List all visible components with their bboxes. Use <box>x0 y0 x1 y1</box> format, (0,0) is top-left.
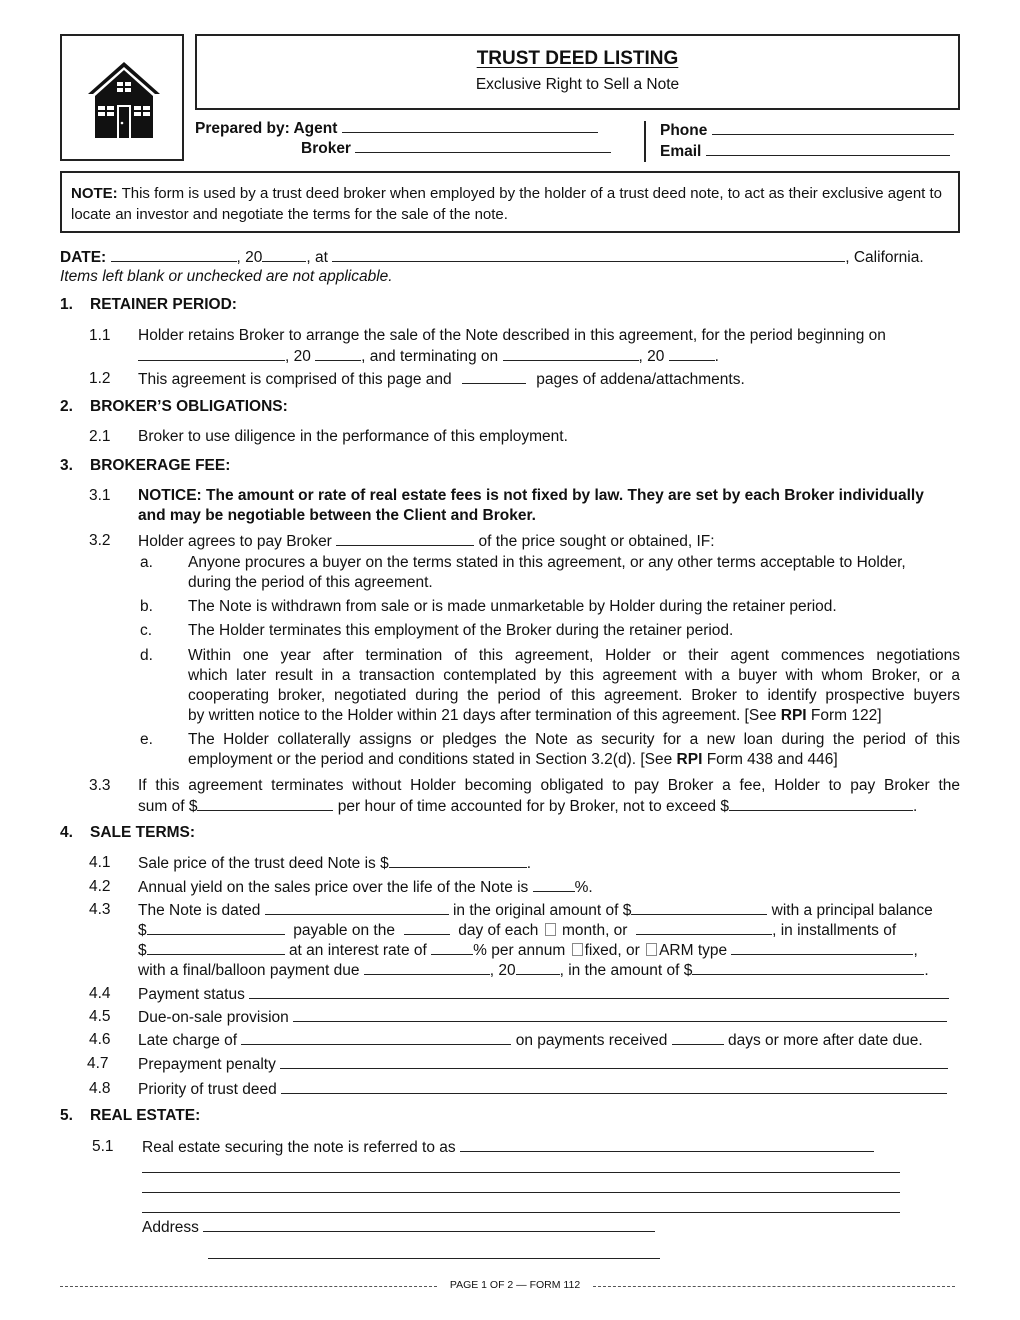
text: Sale price of the trust deed Note is $ <box>138 855 389 872</box>
real-estate-line-4[interactable] <box>142 1212 900 1213</box>
late-days-field[interactable] <box>672 1030 724 1045</box>
hourly-rate-field[interactable] <box>197 796 333 811</box>
para-number: 4.7 <box>87 1055 109 1072</box>
real-estate-field[interactable] <box>460 1137 874 1152</box>
address-field[interactable] <box>203 1217 655 1232</box>
max-fee-field[interactable] <box>729 796 913 811</box>
item-label: d. <box>140 647 153 664</box>
text: ARM type <box>659 942 728 959</box>
text: Real estate securing the note is referred to as <box>142 1139 456 1156</box>
item-text: Anyone procures a buyer on the terms stated in this agreement, or any other terms acceptable to Holder, <box>188 554 906 571</box>
para-number: 4.4 <box>89 985 111 1002</box>
text: at an interest rate of <box>288 942 427 959</box>
sale-price-field[interactable] <box>389 853 527 868</box>
date-field[interactable] <box>111 247 237 262</box>
date-label: DATE: <box>60 249 107 266</box>
section-title: REAL ESTATE: <box>90 1107 201 1124</box>
form-subtitle: Exclusive Right to Sell a Note <box>475 76 680 93</box>
text: with a final/balloon payment due <box>138 962 360 979</box>
note-text: This form is used by a trust deed broker when employed by the holder of a trust deed note, to act as their exclusive agent to locate an investor and negotiate the terms for the sale of the note. <box>71 185 943 223</box>
real-estate-line-3[interactable] <box>142 1192 900 1193</box>
annual-yield-field[interactable] <box>533 877 575 892</box>
note-date-field[interactable] <box>265 900 449 915</box>
text: % per annum <box>473 942 566 959</box>
phone-field[interactable] <box>712 120 954 135</box>
payment-day-field[interactable] <box>404 920 450 935</box>
balloon-year-field[interactable] <box>516 960 560 975</box>
item-text: cooperating broker, negotiated during the period of this agreement. Broker to identify prospective buyers <box>188 687 960 704</box>
text: . <box>924 962 929 979</box>
text: , 20 <box>285 348 311 365</box>
para-number: 1.2 <box>89 370 111 387</box>
principal-balance-field[interactable] <box>147 920 285 935</box>
payment-status-field[interactable] <box>249 984 949 999</box>
item-text: which later result in a transaction contemplated by this agreement with a buyer with whom Broker, or a <box>188 667 960 684</box>
email-row <box>660 141 950 161</box>
priority-field[interactable] <box>281 1079 947 1094</box>
broker-fee-field[interactable] <box>336 531 474 546</box>
para-number: 1.1 <box>89 327 111 344</box>
text: pages of addena/attachments. <box>536 371 745 388</box>
interest-rate-field[interactable] <box>431 940 473 955</box>
state-label: , California. <box>845 249 924 266</box>
para-number: 4.5 <box>89 1008 111 1025</box>
para-number: 4.8 <box>89 1080 111 1097</box>
page-footer <box>60 1279 955 1293</box>
text: , in the amount of $ <box>559 962 693 979</box>
text: days or more after date due. <box>728 1032 923 1049</box>
text: %. <box>574 879 593 896</box>
para-number: 3.1 <box>89 487 111 504</box>
section-number: 1. <box>60 296 73 313</box>
date-row <box>60 247 960 268</box>
text: Annual yield on the sales price over the life of the Note is <box>138 879 529 896</box>
form-reference: Form 122] <box>806 707 882 724</box>
para-number: 4.6 <box>89 1031 111 1048</box>
para-text: Holder retains Broker to arrange the sale of the Note described in this agreement, for the period beginning on <box>138 327 886 344</box>
fixed-rate-checkbox[interactable] <box>572 943 583 956</box>
balloon-amount-field[interactable] <box>692 960 924 975</box>
text: Due-on-sale provision <box>138 1009 289 1026</box>
item-text: The Holder terminates this employment of the Broker during the retainer period. <box>188 622 734 639</box>
prepayment-penalty-field[interactable] <box>280 1054 948 1069</box>
section-number: 3. <box>60 457 73 474</box>
form-title: TRUST DEED LISTING <box>476 48 679 69</box>
header-divider <box>644 121 646 162</box>
item-text: during the period of this agreement. <box>188 574 433 591</box>
section-number: 5. <box>60 1107 73 1124</box>
text: Priority of trust deed <box>138 1081 277 1098</box>
item-text: The Note is withdrawn from sale or is made unmarketable by Holder during the retainer period. <box>188 598 837 615</box>
page-number: PAGE 1 OF 2 — FORM 112 <box>449 1279 581 1291</box>
text: Prepayment penalty <box>138 1056 276 1073</box>
monthly-checkbox[interactable] <box>545 923 556 936</box>
addenda-pages-field[interactable] <box>462 369 526 384</box>
text: . <box>714 348 719 365</box>
item-label: a. <box>140 554 153 571</box>
para-number: 5.1 <box>92 1138 114 1155</box>
rpi-label: RPI <box>780 707 807 724</box>
agent-row <box>195 118 598 138</box>
real-estate-line-2[interactable] <box>142 1172 900 1173</box>
form-reference: Form 438 and 446] <box>702 751 838 768</box>
text: day of each <box>458 922 539 939</box>
text: The Note is dated <box>138 902 261 919</box>
text: Holder agrees to pay Broker <box>138 533 332 550</box>
text: , 20 <box>638 348 665 365</box>
para-number: 4.1 <box>89 854 111 871</box>
text: . <box>912 798 918 815</box>
title-box <box>195 34 960 110</box>
item-text: by written notice to the Holder within 21 days after termination of this agreement. [See <box>188 707 781 724</box>
note-label: NOTE: <box>71 185 118 202</box>
broker-field[interactable] <box>355 138 611 153</box>
item-label: b. <box>140 598 153 615</box>
item-text: The Holder collaterally assigns or pledges the Note as security for a new loan during the period of this <box>188 731 960 748</box>
text: This agreement is comprised of this page and <box>138 371 452 388</box>
text: , 20 <box>489 962 516 979</box>
text: on payments received <box>515 1032 668 1049</box>
notice-text: and may be negotiable between the Client and Broker. <box>138 507 536 524</box>
text: , and terminating on <box>361 348 499 365</box>
para-number: 4.2 <box>89 878 111 895</box>
text: in the original amount of $ <box>452 902 632 919</box>
section-title: RETAINER PERIOD: <box>90 296 237 313</box>
retainer-start-date-field[interactable] <box>138 346 285 361</box>
phone-row <box>660 120 954 140</box>
broker-label: Broker <box>301 140 351 157</box>
disclaimer: Items left blank or unchecked are not applicable. <box>60 268 393 285</box>
text: month, or <box>561 922 628 939</box>
footer-divider-right <box>593 1286 955 1287</box>
notice-text: NOTICE: The amount or rate of real estate fees is not fixed by law. They are set by each Broker individually <box>138 487 924 504</box>
balloon-date-field[interactable] <box>364 960 490 975</box>
due-on-sale-field[interactable] <box>293 1007 947 1022</box>
installment-amount-field[interactable] <box>147 940 285 955</box>
section-number: 2. <box>60 398 73 415</box>
original-amount-field[interactable] <box>631 900 767 915</box>
text: of the price sought or obtained, IF: <box>478 533 715 550</box>
phone-label: Phone <box>660 122 708 139</box>
section-title: BROKER’S OBLIGATIONS: <box>90 398 288 415</box>
para-number: 3.2 <box>89 532 111 549</box>
city-field[interactable] <box>332 247 845 262</box>
retainer-start-year-field[interactable] <box>315 346 361 361</box>
para-text: Broker to use diligence in the performance of this employment. <box>138 428 568 445</box>
section-title: SALE TERMS: <box>90 824 196 841</box>
text: $ <box>138 922 147 939</box>
text: fixed, or <box>584 942 640 959</box>
text: , <box>913 942 918 959</box>
item-text: Within one year after termination of this agreement, Holder or their agent commences negotiations <box>188 647 960 664</box>
text: Payment status <box>138 986 245 1003</box>
text: $ <box>138 942 147 959</box>
prepared-by-agent-label: Prepared by: Agent <box>195 120 338 137</box>
footer-divider-left <box>60 1286 437 1287</box>
arm-checkbox[interactable] <box>646 943 657 956</box>
logo-box <box>60 34 184 161</box>
para-text: If this agreement terminates without Holder becoming obligated to pay Broker a fee, Holder to pay Broker the <box>138 777 960 794</box>
item-label: c. <box>140 622 153 639</box>
at-label: , at <box>306 249 328 266</box>
section-title: BROKERAGE FEE: <box>90 457 231 474</box>
date-year-field[interactable] <box>262 247 306 262</box>
email-field[interactable] <box>706 141 950 156</box>
text: with a principal balance <box>771 902 933 919</box>
note-box <box>60 171 960 233</box>
para-number: 4.3 <box>89 901 111 918</box>
late-charge-field[interactable] <box>241 1030 511 1045</box>
address-label: Address <box>142 1219 199 1236</box>
rpi-label: RPI <box>676 751 703 768</box>
text: per hour of time accounted for by Broker, not to exceed $ <box>337 798 729 815</box>
arm-type-field[interactable] <box>731 940 913 955</box>
house-icon <box>86 60 162 140</box>
text: , in installments of <box>772 922 897 939</box>
item-label: e. <box>140 731 153 748</box>
para-number: 2.1 <box>89 428 111 445</box>
payment-period-field[interactable] <box>636 920 772 935</box>
address-field-line-2[interactable] <box>208 1258 660 1259</box>
text: . <box>526 855 532 872</box>
text: Late charge of <box>138 1032 238 1049</box>
retainer-end-year-field[interactable] <box>669 346 715 361</box>
item-text: employment or the period and conditions stated in Section 3.2(d). [See <box>188 751 677 768</box>
text: sum of $ <box>138 798 198 815</box>
email-label: Email <box>660 143 702 160</box>
broker-row <box>301 138 611 158</box>
section-number: 4. <box>60 824 73 841</box>
text: payable on the <box>293 922 395 939</box>
para-number: 3.3 <box>89 777 111 794</box>
agent-field[interactable] <box>342 118 598 133</box>
year-prefix: , 20 <box>236 249 263 266</box>
retainer-end-date-field[interactable] <box>503 346 639 361</box>
